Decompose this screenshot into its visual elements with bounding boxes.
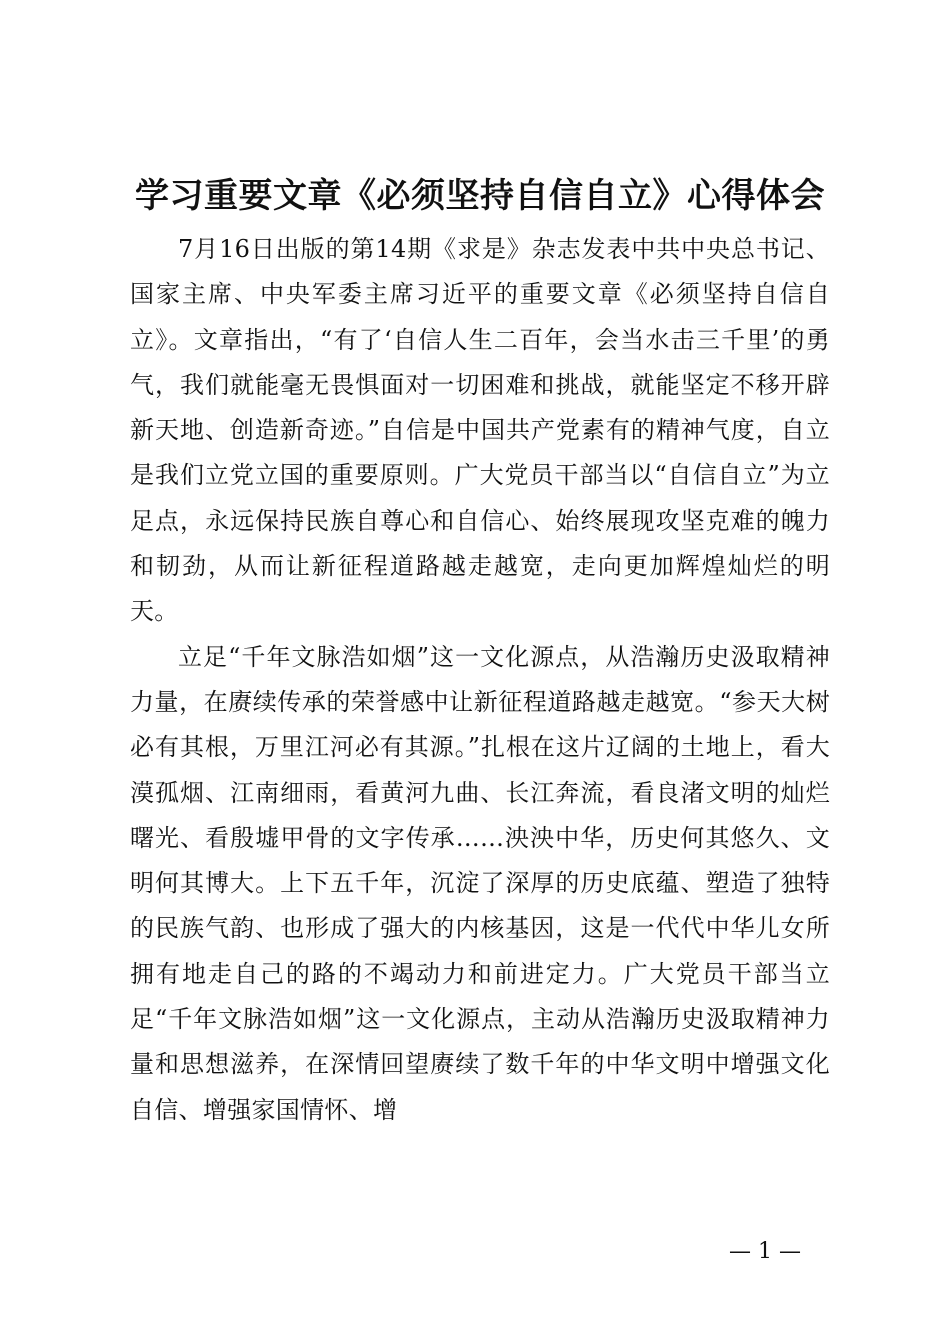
paragraph-cultural-origin: 立足“千年文脉浩如烟”这一文化源点，从浩瀚历史汲取精神力量，在赓续传承的荣誉感中让新征程道路越走越宽。“参天大树必有其根，万里江河必有其源。”扎根在这片辽阔的土地上，看大漠孤烟、江南细雨，看黄河九曲、长江奔流，看良渚文明的灿烂曙光、看殷墟甲骨的文字传承……泱泱中华，历史何其悠久、文明何其博大。上下五千年，沉淀了深厚的历史底蕴、塑造了独特的民族气韵、也形成了强大的内核基因，这是一代代中华儿女所拥有地走自己的路的不竭动力和前进定力。广大党员干部当立足“千年文脉浩如烟”这一文化源点，主动从浩瀚历史汲取精神力量和思想滋养，在深情回望赓续了数千年的中华文明中增强文化自信、增强家国情怀、增 — [130, 642, 830, 1124]
paragraph-intro: 7月16日出版的第14期《求是》杂志发表中共中央总书记、国家主席、中央军委主席习近平的重要文章《必须坚持自信自立》。文章指出，“有了‘自信人生二百年，会当水击三千里’的勇气，我们就能毫无畏惧面对一切困难和挑战，就能坚定不移开辟新天地、创造新奇迹。”自信是中国共产党素有的精神气度，自立是我们立党立国的重要原则。广大党员干部当以“自信自立”为立足点，永远保持民族自尊心和自信心、始终展现攻坚克难的魄力和韧劲，从而让新征程道路越走越宽，走向更加辉煌灿烂的明天。 — [130, 235, 830, 626]
document-title: 学习重要文章《必须坚持自信自立》心得体会 — [135, 176, 825, 216]
page-number: — 1 — — [729, 1239, 801, 1264]
document-body — [130, 227, 830, 1133]
